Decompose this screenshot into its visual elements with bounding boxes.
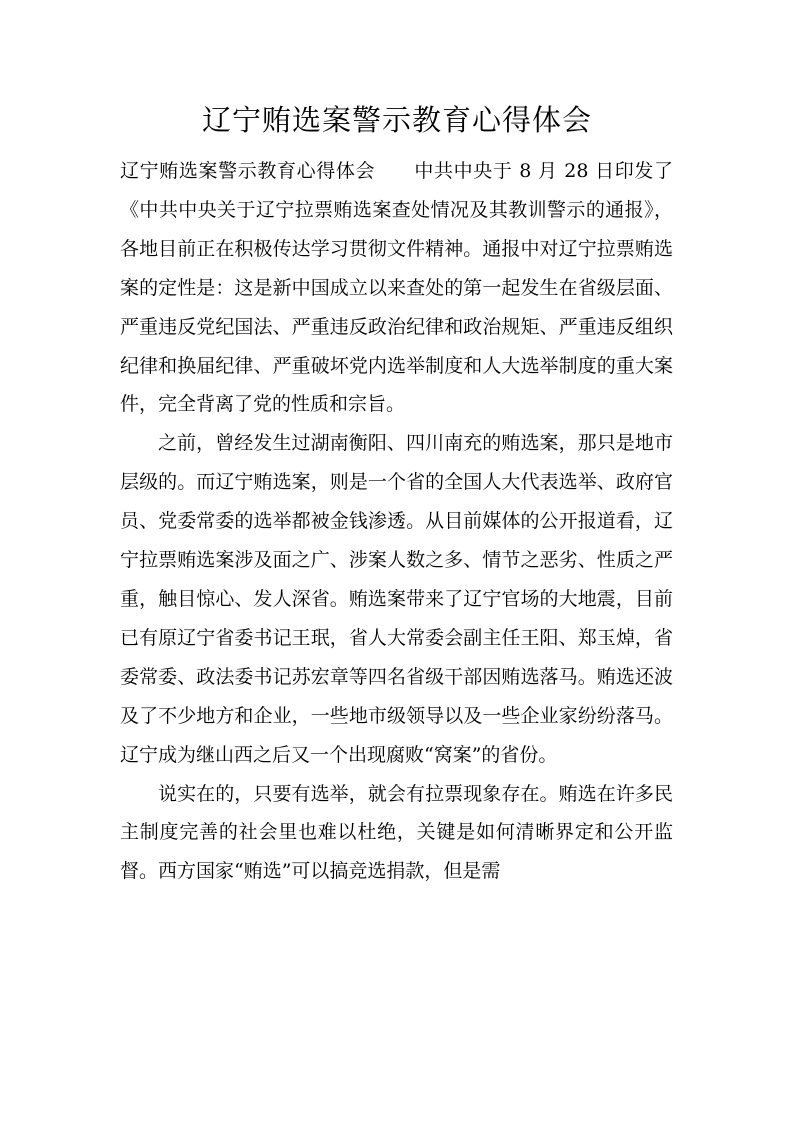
document-title: 辽宁贿选案警示教育心得体会 <box>201 103 592 137</box>
paragraph-background: 之前，曾经发生过湖南衡阳、四川南充的贿选案，那只是地市层级的。而辽宁贿选案，则是一个省的全国人大代表选举、政府官员、党委常委的选举都被金钱渗透。从目前媒体的公开报道看，辽宁拉票贿选案涉及面之广、涉案人数之多、情节之恶劣、性质之严重，触目惊心、发人深省。贿选案带来了辽宁官场的大地震，目前已有原辽宁省委书记王珉，省人大常委会副主任王阳、郑玉焯，省委常委、政法委书记苏宏章等四名省级干部因贿选落马。贿选还波及了不少地方和企业，一些地市级领导以及一些企业家纷纷落马。辽宁成为继山西之后又一个出现腐败“窝案”的省份。 <box>120 432 673 766</box>
paragraph-intro: 辽宁贿选案警示教育心得体会 中共中央于 8 月 28 日印发了《中共中央关于辽宁拉票贿选案查处情况及其教训警示的通报》，各地目前正在积极传达学习贯彻文件精神。通报中对辽宁拉票贿选案的定性是：这是新中国成立以来查处的第一起发生在省级层面、严重违反党纪国法、严重违反政治纪律和政治规矩、严重违反组织纪律和换届纪律、严重破坏党内选举制度和人大选举制度的重大案件，完全背离了党的性质和宗旨。 <box>120 160 673 416</box>
paragraph-analysis: 说实在的，只要有选举，就会有拉票现象存在。贿选在许多民主制度完善的社会里也难以杜绝，关键是如何清晰界定和公开监督。西方国家“贿选”可以搞竞选捐款，但是需 <box>120 782 673 883</box>
document-body <box>120 152 673 891</box>
